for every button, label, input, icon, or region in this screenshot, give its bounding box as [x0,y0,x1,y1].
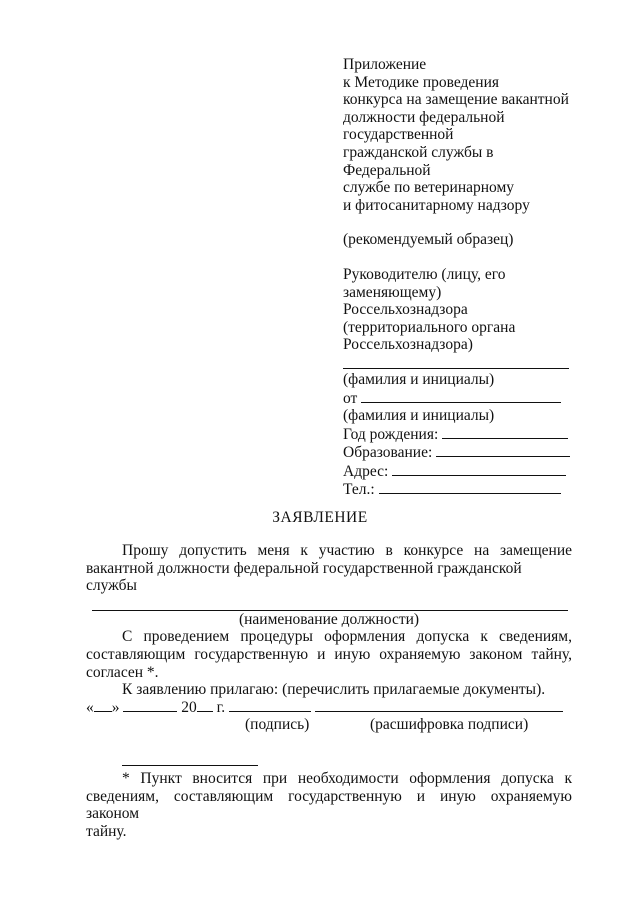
signature-field [229,698,311,712]
appendix-line: гражданской службы в [343,143,494,161]
appendix-line: конкурса на замещение вакантной [343,91,569,109]
footnote-line: сведениям, составляющим государственную и иную охраняемую законом [86,787,572,823]
appendix-line: и фитосанитарному надзору [343,196,530,214]
footnote [86,770,572,840]
day-field [94,698,112,712]
date-signature-row [86,698,572,717]
address-field [392,462,566,476]
request-line: Прошу допустить меня к участию в конкурсе на замещение [122,542,572,559]
quote-close: » [111,699,120,716]
phone-field [379,480,561,494]
education-label: Образование: [343,444,433,462]
quote-open: « [86,699,94,716]
document-title: ЗАЯВЛЕНИЕ [272,509,368,526]
birth-year-field [442,425,568,439]
appendix-line: Приложение [343,56,427,73]
position-caption: (наименование должности) [238,610,420,628]
addressee-line: Россельхознадзора) [343,336,473,354]
footnote-line: * Пункт вносится при необходимости оформления допуска к [122,770,572,787]
birth-year-label: Год рождения: [343,425,439,443]
signature-decode-caption: (расшифровка подписи) [370,716,529,733]
name-caption: (фамилия и инициалы) [343,407,495,425]
request-line: вакантной должности федеральной государственной гражданской службы [86,559,522,595]
signature-caption: (подпись) [245,716,310,733]
statement-body [86,542,572,699]
from-label: от [343,389,358,407]
addressee-line: заменяющему) [343,283,442,301]
addressee-line: (территориального органа [343,318,516,336]
name-caption: (фамилия и инициалы) [343,370,495,388]
appendix-line: службе по ветеринарному [343,179,515,197]
footnote-line: тайну. [86,822,127,840]
attachments-line: К заявлению прилагаю: (перечислить прилагаемые документы). [122,681,546,699]
year-suffix: г. [216,699,226,716]
consent-line: С проведением процедуры оформления допуска к сведениям, [122,628,572,646]
consent-line: согласен *. [86,663,159,681]
addressee-line: Руководителю (лицу, его [343,265,506,283]
footnote-separator [122,765,258,766]
appendix-line: к Методике проведения [343,73,499,91]
sample-note: (рекомендуемый образец) [343,231,514,249]
address-label: Адрес: [343,462,389,480]
year-prefix: 20 [181,699,197,716]
phone-label: Тел.: [343,481,375,499]
year-field [197,698,213,712]
signature-decode-field [315,698,563,712]
month-field [123,698,177,712]
from-field [361,389,561,403]
education-field [436,443,570,457]
addressee-name-field [343,354,569,369]
appendix-line: государственной [343,126,454,144]
consent-line: составляющим государственную и иную охраняемую законом тайну, [86,645,572,663]
appendix-line: Федеральной [343,161,431,179]
addressee-line: Россельхознадзора [343,301,468,319]
position-field [92,595,568,611]
appendix-line: должности федеральной [343,108,505,126]
header-block [343,56,583,499]
